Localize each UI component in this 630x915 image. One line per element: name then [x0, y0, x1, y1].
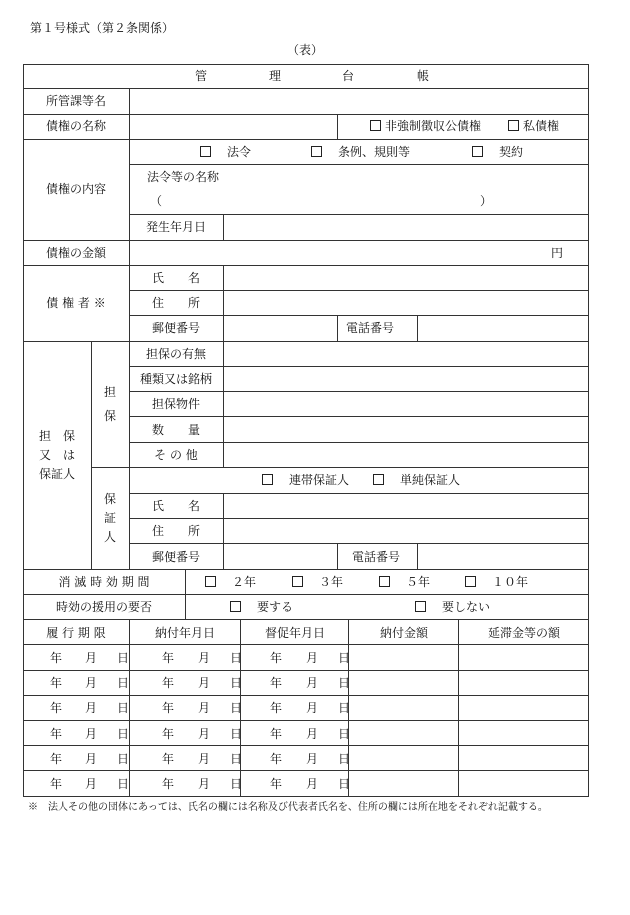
face-label: （表）	[286, 43, 324, 57]
ledger-date-part: 月	[198, 726, 211, 741]
other-label: そ の 他	[154, 448, 198, 462]
ledger-date-part: 月	[85, 651, 98, 665]
grid-line	[23, 341, 589, 342]
grid-line	[337, 114, 338, 140]
grid-line	[129, 493, 589, 494]
ledger-date-part: 年	[50, 777, 63, 791]
ledger-date-part: 年	[270, 751, 283, 766]
grid-line	[337, 543, 338, 570]
grid-line	[129, 518, 589, 519]
not-required-option[interactable]	[415, 601, 490, 613]
grid-line	[23, 770, 589, 771]
guarantor-address-label: 住 所	[151, 524, 201, 538]
grid-line	[23, 720, 589, 721]
checkbox-icon[interactable]	[373, 474, 384, 485]
ordinance-option[interactable]	[311, 146, 410, 158]
paren-close: ）	[480, 194, 493, 208]
ledger-date-part: 月	[306, 726, 319, 741]
dept-value[interactable]	[132, 95, 582, 109]
ledger-date-part: 月	[198, 676, 211, 691]
ledger-date-part: 月	[85, 676, 98, 691]
ledger-date-part: 月	[306, 751, 319, 766]
grid-line	[23, 139, 589, 140]
ledger-date-part: 日	[338, 676, 351, 691]
checkbox-icon[interactable]	[370, 120, 381, 131]
ledger-date-part: 年	[50, 751, 63, 766]
amount-label: 債権の金額	[45, 246, 107, 260]
ledger-date-part: 日	[117, 676, 130, 691]
grid-line	[23, 265, 589, 266]
invoke-label: 時効の援用の要否	[55, 600, 153, 614]
guarantor-postal-label: 郵便番号	[151, 550, 201, 564]
table-right-border	[588, 64, 589, 797]
checkbox-icon[interactable]	[379, 576, 390, 587]
grid-line	[458, 619, 459, 797]
grid-line	[23, 240, 589, 241]
grid-line	[23, 745, 589, 746]
ledger-date-part: 年	[162, 651, 175, 665]
checkbox-icon[interactable]	[508, 120, 519, 131]
grid-line	[23, 670, 589, 671]
table-left-border	[23, 64, 24, 797]
grid-line	[129, 290, 589, 291]
ledger-date-part: 日	[338, 777, 351, 791]
collateral-yes-no-label: 担保の有無	[145, 347, 207, 361]
kind-brand-label: 種類又は銘柄	[139, 372, 213, 386]
title-char-2: 理	[268, 69, 282, 83]
required-label: 要する	[257, 600, 294, 614]
ledger-date-part: 月	[306, 676, 319, 691]
years-2-option[interactable]	[205, 576, 256, 588]
ledger-header-late-fee: 延滞金等の額	[487, 626, 561, 640]
years-5-label: ５年	[406, 575, 431, 589]
years-5-option[interactable]	[379, 576, 430, 588]
grid-line	[417, 315, 418, 342]
grid-line	[23, 114, 589, 115]
law-option[interactable]	[200, 146, 251, 158]
quantity-label: 数 量	[151, 423, 201, 437]
form-number: 第１号様式（第２条関係）	[30, 21, 175, 35]
ledger-date-part: 日	[338, 651, 351, 665]
ledger-date-part: 日	[230, 676, 243, 691]
non-forcible-option[interactable]	[370, 120, 481, 132]
ledger-date-part: 年	[50, 676, 63, 691]
footnote: ※ 法人その他の団体にあっては、氏名の欄には名称及び代表者氏名を、住所の欄には所在地をそれぞれ記載する。	[28, 802, 548, 813]
ledger-date-part: 日	[338, 751, 351, 766]
ledger-date-part: 月	[85, 751, 98, 766]
grid-line	[129, 442, 589, 443]
ledger-header-amount: 納付金額	[379, 626, 429, 640]
non-forcible-label: 非強制徴収公債権	[385, 119, 482, 133]
not-required-label: 要しない	[442, 600, 491, 614]
ledger-date-part: 日	[338, 726, 351, 741]
grid-line	[23, 644, 589, 645]
ledger-date-part: 年	[270, 777, 283, 791]
ledger-date-part: 年	[50, 701, 63, 716]
grid-line	[129, 391, 589, 392]
law-name-label: 法令等の名称	[147, 170, 220, 184]
creditor-label: 債 権 者 ※	[46, 296, 106, 310]
required-option[interactable]	[230, 601, 293, 613]
ledger-date-part: 日	[230, 701, 243, 716]
grid-line	[129, 416, 589, 417]
ledger-date-part: 月	[85, 701, 98, 716]
collateral-group-label-3: 保証人	[38, 467, 76, 481]
guarantor-phone-label: 電話番号	[351, 550, 401, 564]
grid-line	[23, 619, 589, 620]
ledger-date-part: 年	[270, 726, 283, 741]
prescription-label: 消 滅 時 効 期 間	[58, 575, 150, 589]
ledger-date-part: 年	[162, 751, 175, 766]
grid-line	[223, 214, 224, 241]
ledger-date-part: 日	[230, 751, 243, 766]
contract-label: 契約	[499, 145, 524, 159]
years-10-option[interactable]	[465, 576, 528, 588]
grid-line	[129, 315, 589, 316]
grid-line	[129, 543, 589, 544]
paren-open: （	[150, 194, 163, 208]
grid-line	[23, 695, 589, 696]
grid-line	[417, 543, 418, 570]
checkbox-icon[interactable]	[200, 146, 211, 157]
grid-line	[337, 315, 338, 342]
occurrence-date-label: 発生年月日	[145, 220, 207, 234]
ledger-header-reminder-date: 督促年月日	[264, 626, 326, 640]
simple-guarantor-label: 単純保証人	[400, 473, 461, 487]
ledger-date-part: 日	[117, 726, 130, 741]
ledger-date-part: 日	[338, 701, 351, 716]
ledger-date-part: 月	[85, 726, 98, 741]
collateral-col-2: 保	[103, 409, 117, 423]
grid-line	[185, 569, 186, 620]
content-label: 債権の内容	[45, 182, 107, 196]
guarantor-name-label: 氏 名	[151, 499, 201, 513]
creditor-name-label: 氏 名	[151, 271, 201, 285]
contract-option[interactable]	[472, 146, 523, 158]
creditor-phone-label: 電話番号	[345, 321, 395, 335]
ledger-date-part: 年	[50, 726, 63, 741]
simple-guarantor-option[interactable]	[373, 474, 460, 486]
ledger-date-part: 年	[162, 777, 175, 791]
checkbox-icon[interactable]	[292, 576, 303, 587]
ledger-date-part: 日	[230, 651, 243, 665]
grid-line	[129, 88, 130, 570]
ledger-date-part: 日	[117, 651, 130, 665]
creditor-postal-label: 郵便番号	[151, 321, 201, 335]
checkbox-icon[interactable]	[311, 146, 322, 157]
creditor-address-label: 住 所	[151, 296, 201, 310]
title-char-4: 帳	[416, 69, 430, 83]
table-top-border	[23, 64, 589, 65]
ledger-date-part: 月	[306, 651, 319, 665]
private-option[interactable]	[508, 120, 559, 132]
ledger-date-part: 日	[230, 777, 243, 791]
guarantor-col-1: 保	[103, 492, 117, 506]
guarantor-col-2: 証	[103, 511, 117, 525]
checkbox-icon[interactable]	[415, 601, 426, 612]
checkbox-icon[interactable]	[472, 146, 483, 157]
credit-name-label: 債権の名称	[45, 119, 107, 133]
ledger-date-part: 年	[270, 701, 283, 716]
grid-line	[129, 366, 589, 367]
ledger-date-part: 月	[306, 777, 319, 791]
ledger-header-paid-date: 納付年月日	[154, 626, 216, 640]
grid-line	[91, 341, 92, 570]
grid-line	[223, 265, 224, 342]
ledger-date-part: 年	[162, 701, 175, 716]
ledger-date-part: 月	[198, 651, 211, 665]
ledger-date-part: 月	[85, 777, 98, 791]
checkbox-icon[interactable]	[230, 601, 241, 612]
joint-guarantor-label: 連帯保証人	[289, 473, 350, 487]
ledger-date-part: 日	[117, 751, 130, 766]
years-2-label: ２年	[232, 575, 257, 589]
law-label: 法令	[227, 145, 252, 159]
ledger-date-part: 月	[198, 751, 211, 766]
yen-unit: 円	[551, 246, 564, 260]
grid-line	[223, 493, 224, 570]
grid-line	[23, 88, 589, 89]
collateral-col-1: 担	[103, 385, 117, 399]
ledger-header-due: 履 行 期 限	[46, 626, 106, 640]
grid-line	[129, 619, 130, 797]
joint-guarantor-option[interactable]	[262, 474, 349, 486]
table-bottom-border	[23, 796, 589, 797]
ordinance-label: 条例、規則等	[338, 145, 411, 159]
ledger-date-part: 月	[198, 701, 211, 716]
title-char-1: 管	[194, 69, 208, 83]
ledger-date-part: 年	[162, 676, 175, 691]
ledger-date-part: 年	[50, 651, 63, 665]
grid-line	[23, 569, 589, 570]
grid-line	[129, 164, 589, 165]
ledger-date-part: 日	[117, 701, 130, 716]
guarantor-col-3: 人	[103, 530, 117, 544]
grid-line	[129, 214, 589, 215]
ledger-date-part: 年	[270, 651, 283, 665]
years-3-label: ３年	[319, 575, 344, 589]
grid-line	[23, 594, 589, 595]
years-3-option[interactable]	[292, 576, 343, 588]
dept-label: 所管課等名	[45, 94, 107, 108]
private-label: 私債権	[523, 119, 560, 133]
collateral-group-label-2: 又 は	[38, 448, 76, 462]
ledger-date-part: 年	[162, 726, 175, 741]
ledger-date-part: 月	[198, 777, 211, 791]
grid-line	[223, 341, 224, 468]
collateral-item-label: 担保物件	[151, 397, 201, 411]
checkbox-icon[interactable]	[465, 576, 476, 587]
years-10-label: １０年	[492, 575, 529, 589]
collateral-group-label-1: 担 保	[38, 429, 76, 443]
ledger-date-part: 日	[117, 777, 130, 791]
checkbox-icon[interactable]	[205, 576, 216, 587]
ledger-date-part: 月	[306, 701, 319, 716]
title-char-3: 台	[341, 69, 355, 83]
grid-line	[91, 467, 589, 468]
ledger-date-part: 年	[270, 676, 283, 691]
ledger-date-part: 日	[230, 726, 243, 741]
checkbox-icon[interactable]	[262, 474, 273, 485]
